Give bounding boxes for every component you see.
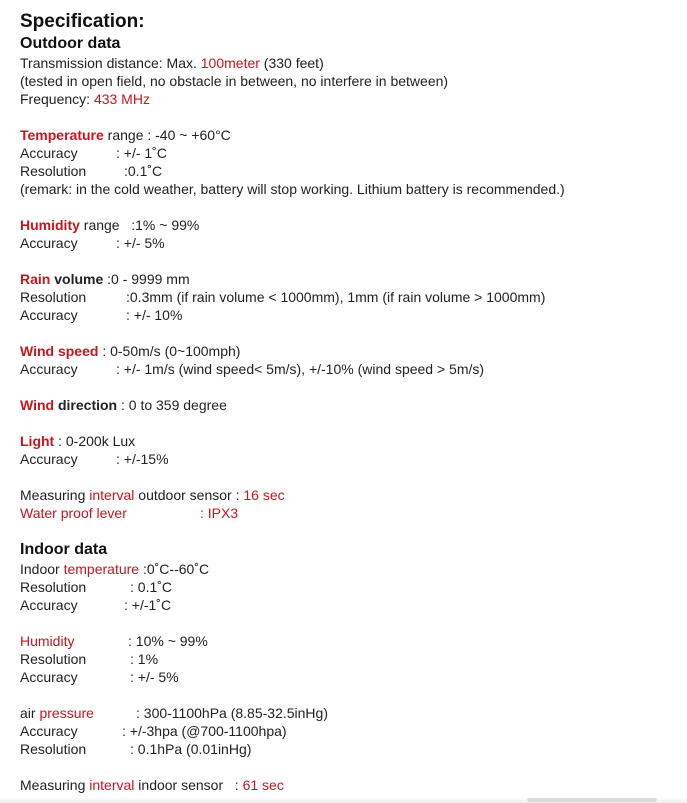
indoor-humidity-range: Humidity : 10% ~ 99% — [20, 633, 208, 649]
indoor-interval-line: Measuring interval indoor sensor : 61 sec — [20, 777, 284, 793]
specification-document — [20, 10, 680, 794]
light-label: Light — [20, 433, 55, 449]
outdoor-temperature-accuracy: Accuracy : +/- 1˚C — [20, 145, 167, 161]
air-pressure-accuracy: Accuracy : +/-3hpa (@700-1100hpa) — [20, 723, 287, 739]
outdoor-temperature-range: Temperature range : -40 ~ +60°C — [20, 127, 231, 143]
air-pressure-resolution: Resolution : 0.1hPa (0.01inHg) — [20, 741, 252, 757]
indoor-temperature-accuracy: Accuracy : +/-1˚C — [20, 597, 172, 613]
wind-speed-accuracy: Accuracy : +/- 1m/s (wind speed< 5m/s), +/-10% (wind speed > 5m/s) — [20, 361, 485, 377]
light-range: Light : 0-200k Lux — [20, 433, 136, 449]
watermark-bar — [527, 798, 657, 802]
page-title: Specification: — [20, 11, 145, 32]
indoor-temperature-resolution: Resolution : 0.1˚C — [20, 579, 173, 595]
frequency-line: Frequency: 433 MHz — [20, 91, 150, 107]
rain-resolution: Resolution :0.3mm (if rain volume < 1000mm), 1mm (if rain volume > 1000mm) — [20, 289, 546, 305]
wind-direction-range: Wind direction : 0 to 359 degree — [20, 397, 227, 413]
frequency-value: 433 MHz — [93, 91, 150, 107]
air-pressure-range: air pressure : 300-1100hPa (8.85-32.5inHg) — [20, 705, 328, 721]
wind-speed-label: Wind speed — [20, 343, 99, 359]
outdoor-interval-value: 16 sec — [243, 487, 285, 503]
outdoor-heading: Outdoor data — [20, 35, 121, 52]
battery-remark: (remark: in the cold weather, battery will stop working. Lithium battery is recommended.) — [20, 181, 565, 197]
indoor-humidity-resolution: Resolution : 1% — [20, 651, 159, 667]
outdoor-temperature-resolution: Resolution :0.1˚C — [20, 163, 163, 179]
rain-accuracy: Accuracy : +/- 10% — [20, 307, 183, 323]
wind-speed-range: Wind speed : 0-50m/s (0~100mph) — [20, 343, 241, 359]
wind-direction-label: Wind — [20, 397, 55, 413]
temperature-label: Temperature — [20, 127, 104, 143]
outdoor-humidity-accuracy: Accuracy : +/- 5% — [20, 235, 165, 251]
indoor-humidity-accuracy: Accuracy : +/- 5% — [20, 669, 179, 685]
bottom-edge — [0, 797, 687, 803]
rain-label: Rain — [20, 271, 51, 287]
light-accuracy: Accuracy : +/-15% — [20, 451, 169, 467]
tested-note: (tested in open field, no obstacle in between, no interfere in between) — [20, 73, 449, 89]
indoor-temperature-range: Indoor temperature :0˚C--60˚C — [20, 561, 210, 577]
indoor-heading: Indoor data — [20, 541, 108, 558]
rain-volume-range: Rain volume :0 - 9999 mm — [20, 271, 190, 287]
transmission-distance: 100meter — [200, 55, 260, 71]
transmission-line: Transmission distance: Max. 100meter (330 feet) — [20, 55, 324, 71]
waterproof-line: Water proof lever : IPX3 — [20, 505, 239, 521]
waterproof-value: : IPX3 — [200, 505, 239, 521]
outdoor-humidity-range: Humidity range :1% ~ 99% — [20, 217, 200, 233]
outdoor-interval-line: Measuring interval outdoor sensor : 16 sec — [20, 487, 285, 503]
humidity-label: Humidity — [20, 217, 80, 233]
indoor-interval-value: 61 sec — [242, 777, 284, 793]
